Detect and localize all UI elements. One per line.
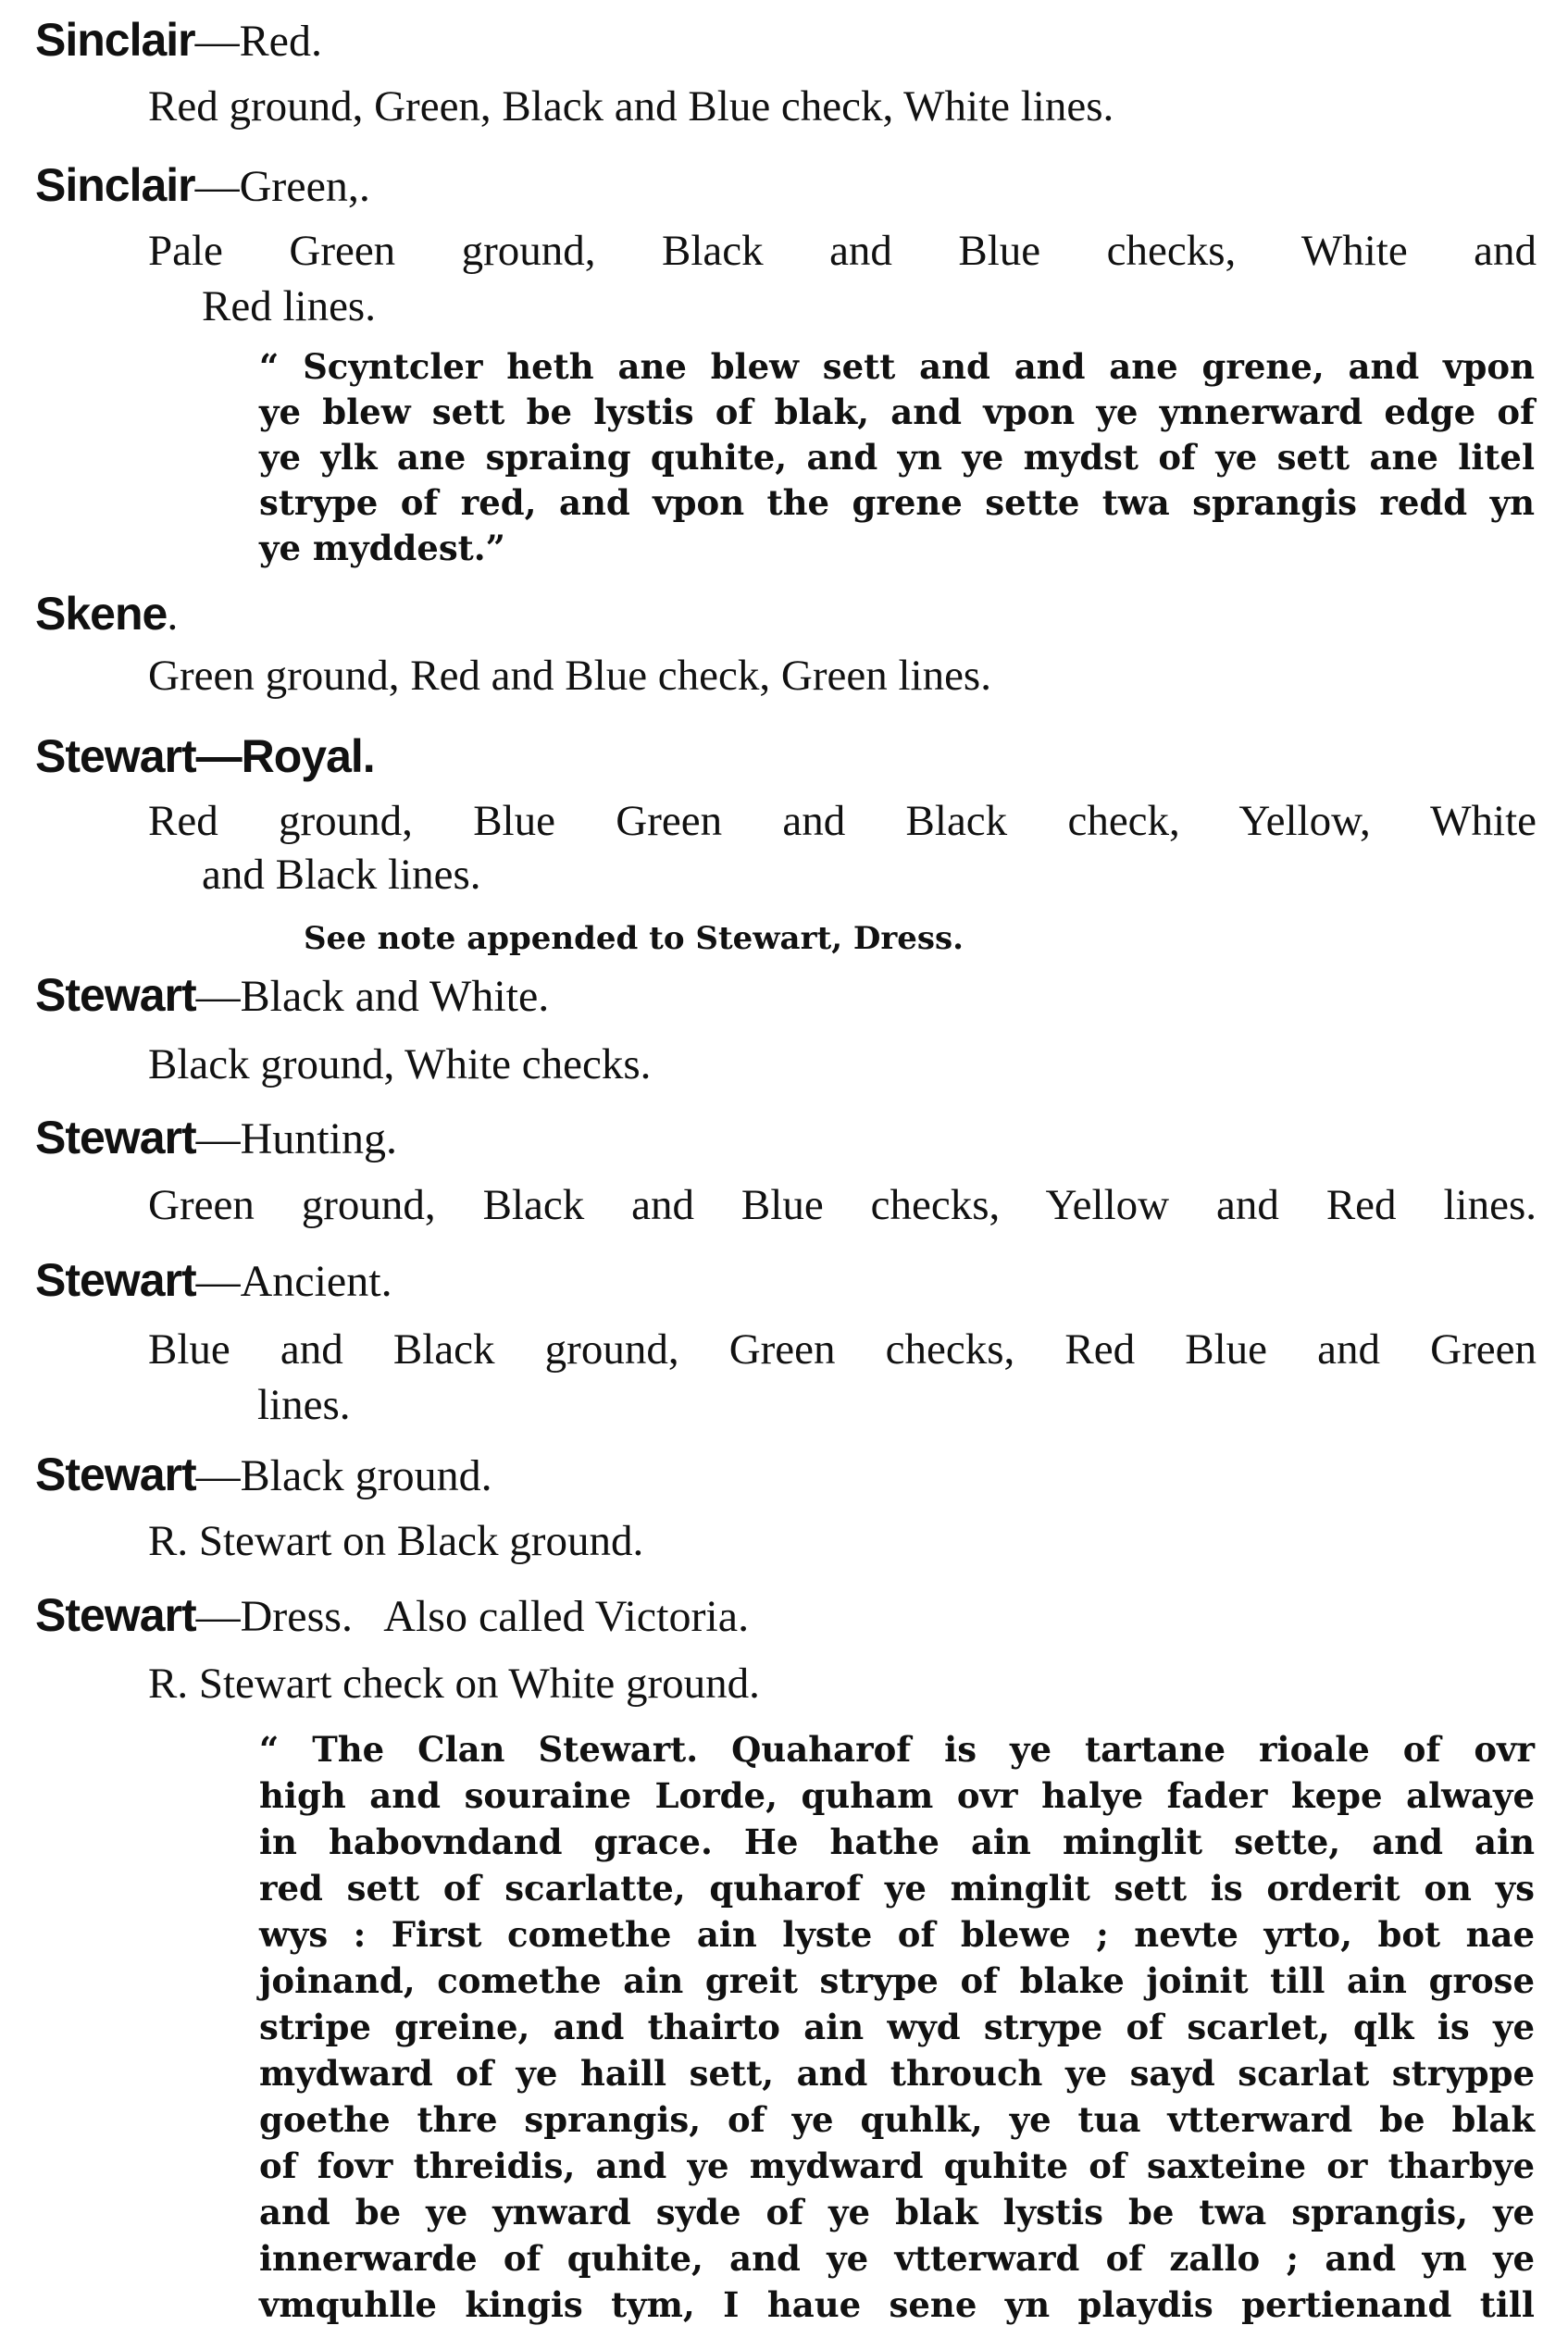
entry-heading [35, 1589, 750, 1641]
tartan-description: Green ground, Red and Blue check, Green lines. [148, 652, 991, 700]
tartan-variant: —Ancient. [195, 1257, 392, 1306]
tartan-description: Blue and Black ground, Green checks, Red Blue and Green [148, 1325, 1537, 1374]
tartan-description: lines. [257, 1381, 351, 1429]
entry-heading [35, 1114, 397, 1162]
quote-line: wys : First comethe ain lyste of blewe ; nevte yrto, bot nae [259, 1914, 1535, 1955]
quote-line: ye myddest.” [259, 528, 505, 568]
clan-name: Sinclair [35, 159, 195, 211]
quote-line: goethe thre sprangis, of ye quhlk, ye tua vtterward be blak [259, 2099, 1535, 2140]
tartan-description: Green ground, Black and Blue checks, Yellow and Red lines. [148, 1181, 1537, 1229]
tartan-description: Red ground, Blue Green and Black check, Yellow, White [148, 797, 1537, 845]
tartan-description: and Black lines. [202, 851, 481, 899]
quote-line: ye ylk ane spraing quhite, and yn ye mydst of ye sett ane litel [259, 437, 1535, 478]
entry-heading [35, 1254, 392, 1306]
tartan-description: Red ground, Green, Black and Blue check, White lines. [148, 82, 1114, 131]
clan-name: Stewart [35, 969, 196, 1021]
tartan-description: R. Stewart check on White ground. [148, 1660, 760, 1708]
quote-line: “ Scyntcler heth ane blew sett and and ane grene, and vpon [259, 346, 1535, 387]
entry-heading [35, 159, 370, 211]
quote-line: and be ye ynward syde of ye blak lystis be twa sprangis, ye [259, 2192, 1535, 2232]
tartan-description: Black ground, White checks. [148, 1040, 652, 1088]
quote-line: strype of red, and vpon the grene sette twa sprangis redd yn [259, 482, 1535, 523]
quote-line: joinand, comethe ain greit strype of blake joinit till ain grose [259, 1960, 1535, 2001]
cross-reference-note: See note appended to Stewart, Dress. [304, 920, 964, 957]
quote-line: vmquhlle kingis tym, I haue sene yn playdis pertienand till [259, 2284, 1535, 2325]
entry-heading [35, 14, 322, 66]
clan-name: Stewart [35, 1589, 196, 1641]
quote-line: of fovr threidis, and ye mydward quhite of saxteine or tharbye [259, 2145, 1535, 2186]
clan-name: Sinclair [35, 14, 195, 66]
quote-line: ye blew sett be lystis of blak, and vpon ye ynnerward edge of [259, 392, 1535, 432]
entry-heading [35, 730, 375, 782]
entry-heading [35, 588, 179, 640]
tartan-description: Pale Green ground, Black and Blue checks, White and [148, 227, 1537, 275]
tartan-variant: —Hunting. [195, 1114, 397, 1163]
quote-line: stripe greine, and thairto ain wyd strype of scarlet, qlk is ye [259, 2007, 1535, 2047]
clan-name: Stewart [35, 1449, 196, 1500]
tartan-variant: . [167, 591, 179, 640]
quote-line: mydward of ye haill sett, and throuch ye sayd scarlat stryppe [259, 2053, 1535, 2094]
entry-heading [35, 969, 550, 1021]
clan-name: Skene [35, 588, 168, 640]
tartan-variant: —Black ground. [195, 1451, 492, 1500]
quote-line: in habovndand grace. He hathe ain minglit sette, and ain [259, 1822, 1535, 1862]
quote-line: innerwarde of quhite, and ye vtterward of zallo ; and yn ye [259, 2238, 1535, 2279]
clan-name: Stewart [35, 1254, 196, 1306]
clan-name: Stewart [35, 730, 196, 782]
tartan-description: Red lines. [202, 282, 376, 330]
clan-name: Stewart [35, 1112, 196, 1163]
tartan-variant: —Black and White. [195, 972, 550, 1021]
tartan-variant: —Royal. [195, 730, 375, 782]
quote-line: high and souraine Lorde, quham ovr halye fader kepe alwaye [259, 1775, 1535, 1816]
tartan-variant: —Dress. Also called Victoria. [195, 1592, 750, 1641]
quote-line: red sett of scarlatte, quharof ye minglit sett is orderit on ys [259, 1868, 1535, 1909]
tartan-variant: —Red. [194, 17, 322, 66]
quote-line: “ The Clan Stewart. Quaharof is ye tartane rioale of ovr [259, 1729, 1535, 1770]
tartan-description: R. Stewart on Black ground. [148, 1517, 644, 1565]
tartan-variant: —Green,. [194, 162, 370, 211]
entry-heading [35, 1451, 492, 1499]
